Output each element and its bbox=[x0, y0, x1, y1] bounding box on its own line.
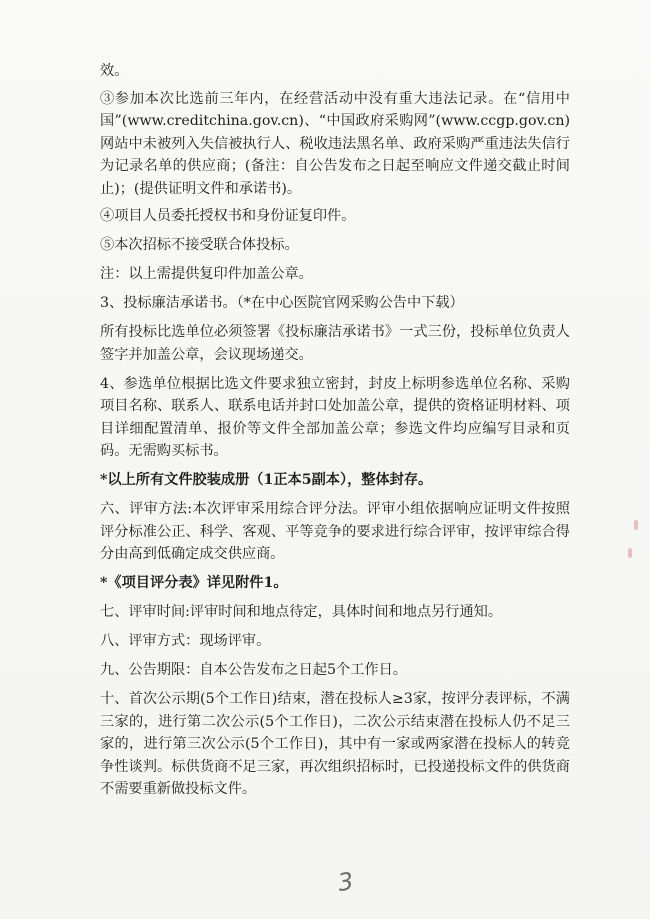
scan-artifact-red-2 bbox=[628, 548, 632, 558]
paragraph-sealing-requirements: 4、参选单位根据比选文件要求独立密封，封皮上标明参选单位名称、采购项目名称、联系人、联系电话并封口处加盖公章，提供的资格证明材料、项目详细配置清单、报价等文件全部加盖公章；参选文件均应编写目录和页码。无需购买标书。 bbox=[100, 375, 570, 459]
paragraph-integrity-pledge-heading: 3、投标廉洁承诺书。（*在中心医院官网采购公告中下载） bbox=[100, 295, 464, 311]
paragraph-evaluation-mode: 八、评审方式：现场评审。 bbox=[100, 633, 271, 649]
paragraph-binding-note: *以上所有文件胶装成册（1正本5副本），整体封存。 bbox=[100, 472, 433, 488]
paragraph-authorization: ④项目人员委托授权书和身份证复印件。 bbox=[100, 208, 356, 224]
paragraph-no-consortium: ⑤本次招标不接受联合体投标。 bbox=[100, 237, 299, 253]
document-body bbox=[100, 60, 570, 807]
paragraph-integrity-pledge: 所有投标比选单位必须签署《投标廉洁承诺书》一式三份，投标单位负责人签字并加盖公章，会议现场递交。 bbox=[100, 324, 570, 363]
paragraph-evaluation-time: 七、评审时间:评审时间和地点待定，具体时间和地点另行通知。 bbox=[100, 604, 503, 620]
paragraph-credit-record: ③参加本次比选前三年内，在经营活动中没有重大违法记录。在“信用中国”(www.creditchina.gov.cn)、“中国政府采购网”(www.ccgp.gov.cn)网站中未被列入失信被执行人、税收违法黑名单、政府采购严重违法失信行为记录名单的供应商；(备注：自公告发布之日起至响应文件递交截止时间止)；(提供证明文件和承诺书)。 bbox=[100, 90, 570, 197]
scan-artifact-red-1 bbox=[634, 520, 638, 530]
paragraph-announcement-period: 九、公告期限：自本公告发布之日起5个工作日。 bbox=[100, 662, 407, 678]
paragraph-evaluation-method: 六、评审方法:本次评审采用综合评分法。评审小组依据响应证明文件按照评分标准公正、科学、客观、平等竞争的要求进行综合评审，按评审综合得分由高到低确定成交供应商。 bbox=[100, 501, 570, 562]
paragraph-note-stamp: 注：以上需提供复印件加盖公章。 bbox=[100, 266, 313, 282]
paragraph-continuation: 效。 bbox=[100, 63, 129, 79]
handwritten-page-number: 3 bbox=[336, 867, 356, 897]
paragraph-scoring-table-note: *《项目评分表》详见附件1。 bbox=[100, 575, 288, 591]
paragraph-publicity-rules: 十、首次公示期(5个工作日)结束，潜在投标人≥3家，按评分表评标，不满三家的，进行第二次公示(5个工作日)，二次公示结束潜在投标人仍不足三家的，进行第三次公示(5个工作日)，其中有一家或两家潜在投标人的转竞争性谈判。标供货商不足三家，再次组织招标时，已投递投标文件的供货商不需要重新做投标文件。 bbox=[100, 691, 570, 797]
